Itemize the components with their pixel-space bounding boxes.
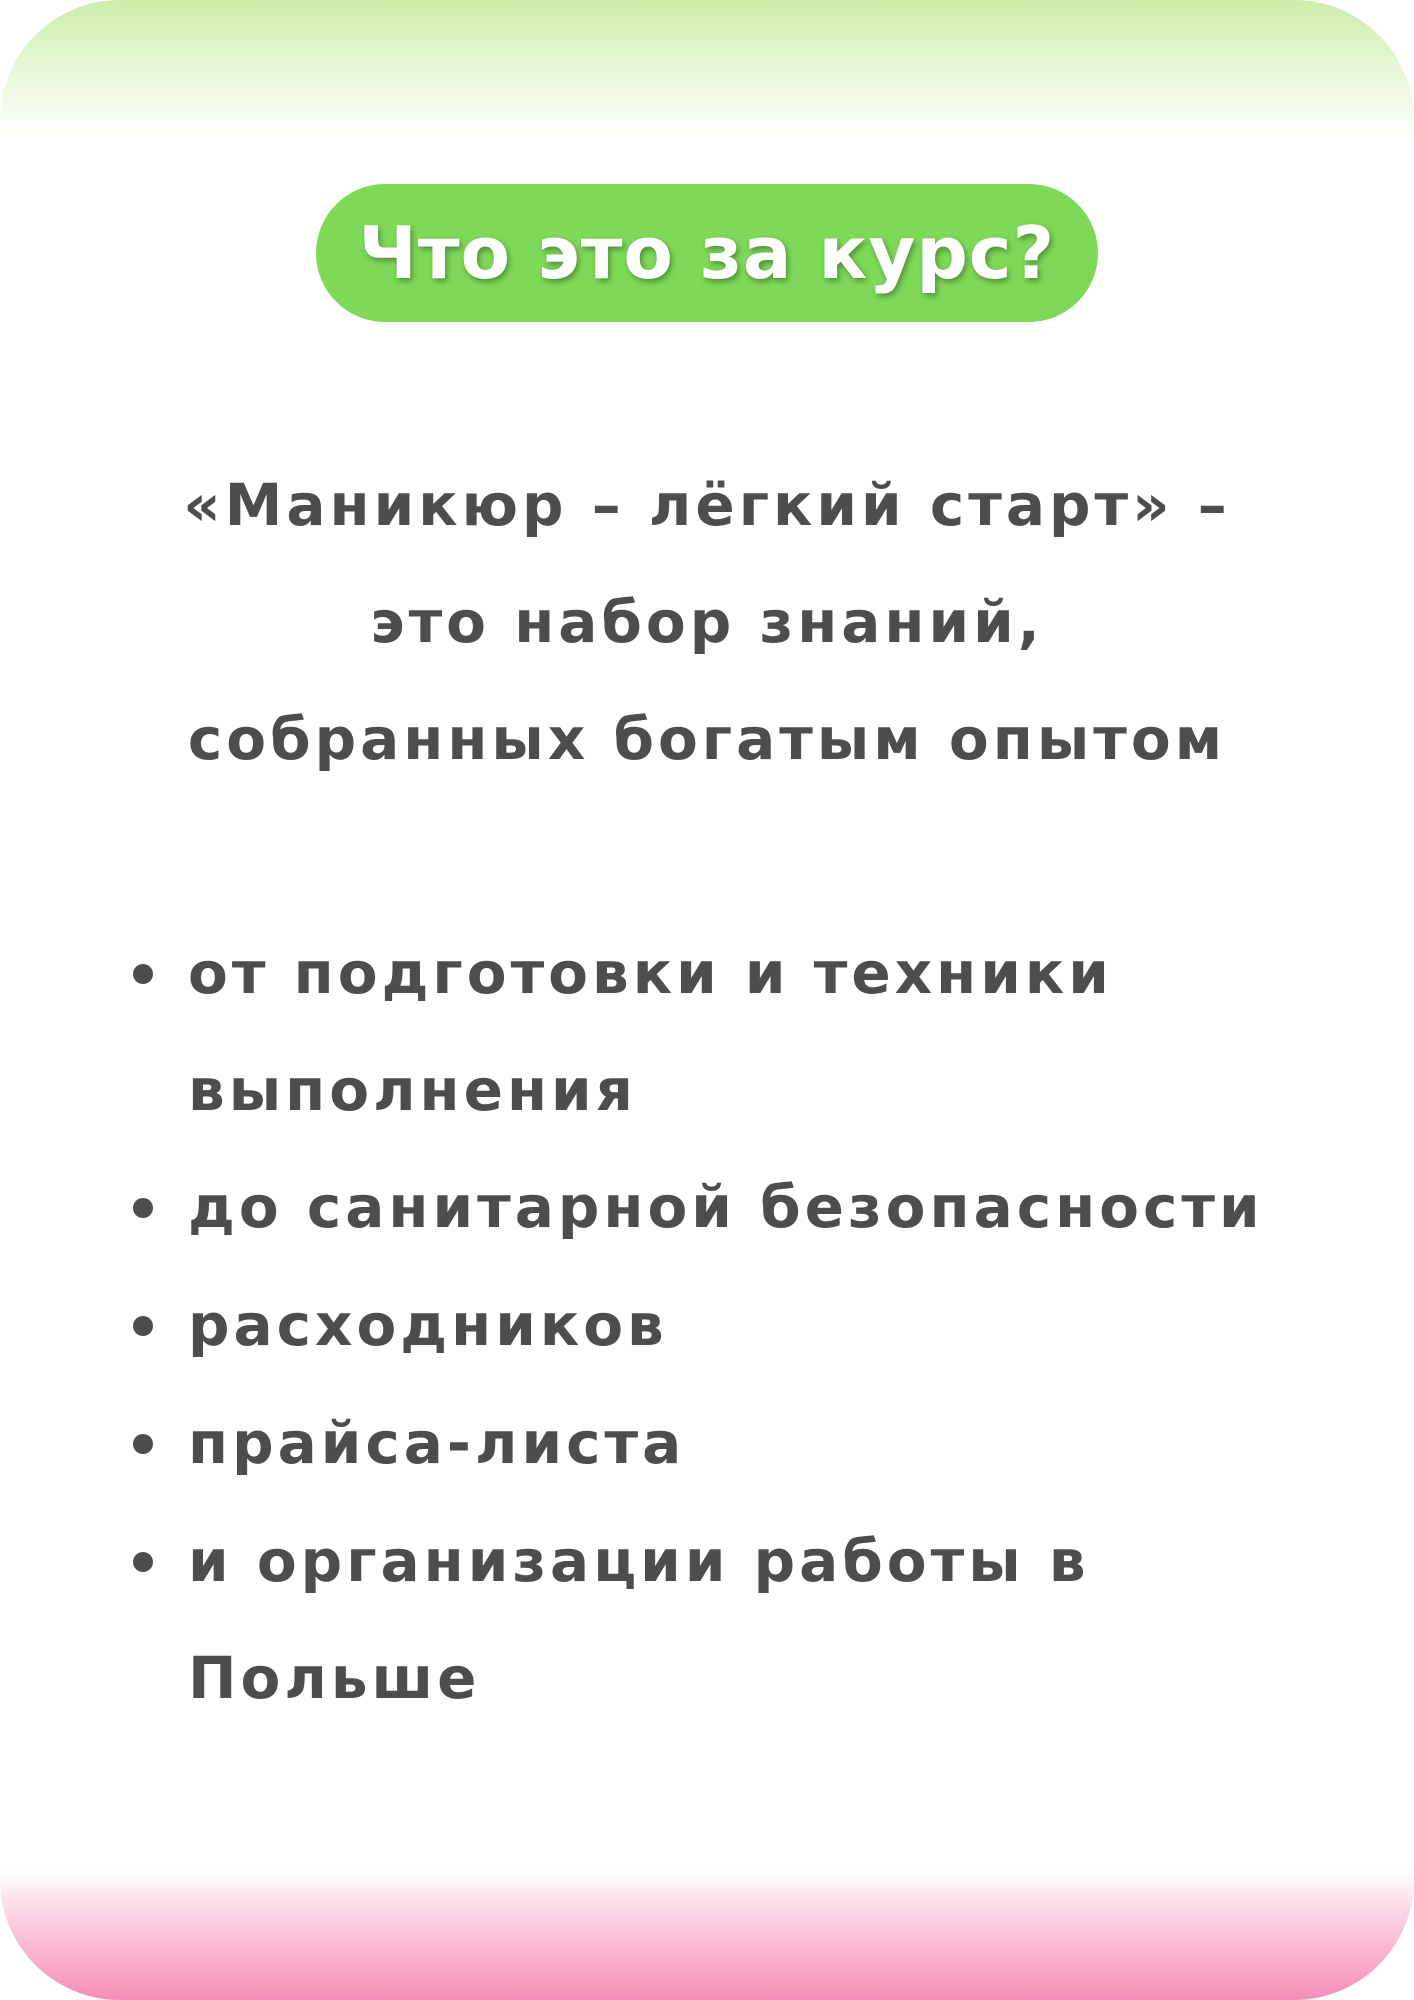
bullet-icon <box>133 1198 153 1218</box>
intro-line-3: собранных богатым опытом <box>187 705 1227 773</box>
bullet-icon <box>133 964 153 984</box>
list-item-1-line-1: от подготовки и техники <box>188 939 1113 1007</box>
page-title: Что это за курс? <box>358 211 1056 295</box>
list-item-4: прайса-листа <box>188 1409 686 1477</box>
intro-line-2: это набор знаний, <box>370 588 1044 656</box>
bullet-icon <box>133 1434 153 1454</box>
bottom-gradient-band <box>0 1870 1414 2000</box>
title-pill <box>316 184 1098 322</box>
intro-text <box>100 447 1314 798</box>
list-item-3: расходников <box>188 1291 668 1359</box>
list-item-1-line-2: выполнения <box>188 1056 637 1124</box>
top-gradient-band <box>0 0 1414 140</box>
intro-line-1: «Маникюр – лёгкий старт» – <box>183 471 1231 539</box>
list-item-5-line-2: Польше <box>188 1644 481 1712</box>
bullet-icon <box>133 1552 153 1572</box>
bullet-icon <box>133 1316 153 1336</box>
list-item-2: до санитарной безопасности <box>188 1173 1264 1241</box>
list-item-5-line-1: и организации работы в <box>188 1527 1090 1595</box>
